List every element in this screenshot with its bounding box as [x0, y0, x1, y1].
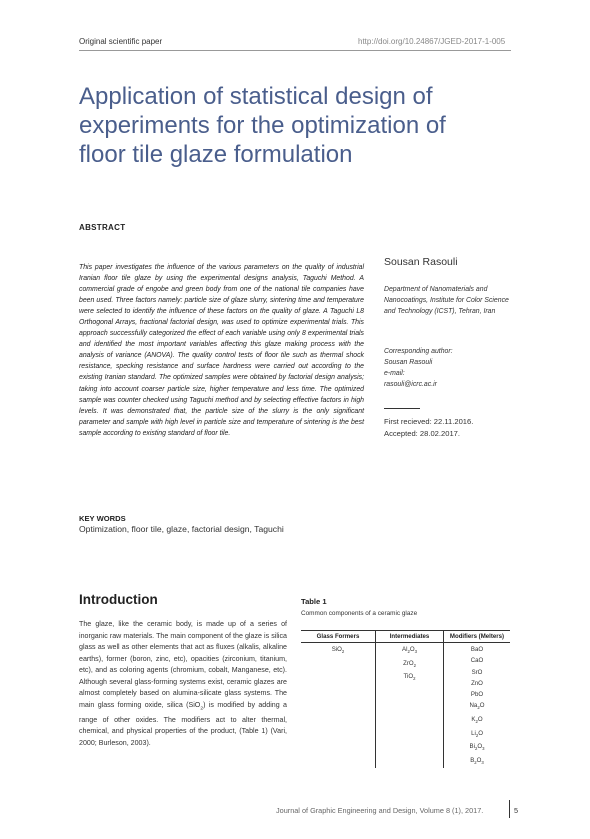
abstract-text: This paper investigates the influence of the various parameters on the quality of industrial Iranian floor tile glaze by using the experimental designs analysis, Taguchi Method. A commercial grade of engobe and green body from one of the national tile companies have been used. Three factors namely: particle size of glaze slurry, sintering time and temperature were selected to identify the influence of these factors on the quality of glaze. A Taguchi L8 Orthogonal Arrays, fractional factorial design, was used to optimize experimental trials. This approach successfully categorized the effect of each variable using only 8 experimental trials and identified the most important variables affecting this glaze making process with the analysis of variance (ANOVA). The quality control tests of floor tile such as thermal shock resistance, specking resistance and surface hardness were carried out according to the existing Iranian standard. The optimized samples were obtained by factorial design analysis; taking into account coarser particle size, higher temperature and less time. The optimized sample was counter checked using Taguchi method and by selecting effective factors in high levels. It was demonstrated that, the particle size of the slurry is the only significant parameter and sample with high level in particle size and temperature of sintering is the best sample according to existing standard of floor tile.: [79, 264, 364, 437]
table-header: Intermediates: [376, 631, 444, 643]
formula-entry: $B_2O_3$: [470, 756, 484, 765]
formula-entry: CaO: [470, 657, 484, 665]
formula-entry: $Bi_2O_3$: [469, 743, 485, 752]
paper-title: Application of statistical design of experiments for the optimization of floor tile glaze formulation: [79, 83, 446, 168]
doi-link[interactable]: http://doi.org/10.24867/JGED-2017-1-005: [358, 37, 506, 46]
received-date: First recieved: 22.11.2016.: [384, 417, 474, 426]
table-label: Table 1: [301, 597, 327, 606]
formula-entry: $Al_2O_3$: [402, 646, 417, 655]
glass-formers-cell: [301, 643, 376, 769]
formula-entry: PbO: [470, 691, 484, 699]
formula-entry: BaO: [470, 646, 484, 653]
formula-entry: $K_2O$: [471, 716, 483, 725]
intermediates-cell: [376, 643, 444, 769]
page-number: 5: [514, 806, 519, 815]
author-affiliation: Department of Nanomaterials and Nanocoatings, Institute for Color Science and Technology (ICST), Tehran, Iran: [384, 286, 509, 315]
formula-entry: SiO$_2$: [331, 646, 345, 655]
modifiers-cell: [444, 643, 511, 769]
dates-block: [384, 416, 473, 440]
abstract-heading: ABSTRACT: [79, 223, 126, 232]
formula-entry: $Li_2O$: [471, 729, 483, 738]
accepted-date: Accepted: 28.02.2017.: [384, 429, 460, 438]
introduction-text: The glaze, like the ceramic body, is made up of a series of inorganic raw materials. The main component of the glaze is silica glass as well as other elements that act as fluxes (alkalis, alkaline earths), former (boron, zinc, etc), opacities (zirconium, titanium, etc), and as coloring agents (chromium, cobalt, Manganese, etc). Although several glass-forming systems exist, ceramic glazes are almost completely based on alumina-silicate glass systems. The main glass forming oxide, silica (SiO$_2$) is modified by adding a range of other oxides. The modifiers act to alter thermal, chemical, and physical properties of the product, (Table 1) (Vari, 2000; Burleson, 2003).: [79, 620, 287, 747]
keywords-heading: KEY WORDS: [79, 514, 126, 523]
table-header: Glass Formers: [301, 631, 376, 643]
components-table: [301, 630, 510, 768]
formula-entry: ZrO$_2$: [403, 659, 416, 668]
email-address[interactable]: rasouli@icrc.ac.ir: [384, 381, 437, 388]
table-caption: Common components of a ceramic glaze: [301, 610, 418, 617]
formula-entry: $Na_2O$: [469, 702, 485, 711]
formula-entry: SrO: [471, 668, 483, 676]
author-name: Sousan Rasouli: [384, 256, 458, 268]
sidebar-divider: [384, 408, 420, 409]
table-header: Modifiers (Melters): [444, 631, 511, 643]
corresponding-name: Sousan Rasouli: [384, 359, 433, 366]
article-category: Original scientific paper: [79, 37, 163, 46]
formula-entry: TiO$_2$: [403, 673, 416, 682]
footer-divider: [509, 800, 510, 818]
journal-footer: Journal of Graphic Engineering and Design, Volume 8 (1), 2017.: [276, 806, 484, 815]
corresponding-label: Corresponding author:: [384, 348, 453, 355]
header-divider: [79, 50, 511, 51]
keywords-text: Optimization, floor tile, glaze, factorial design, Taguchi: [79, 524, 284, 534]
introduction-heading: Introduction: [79, 592, 158, 607]
email-label: e-mail:: [384, 370, 405, 377]
corresponding-author-block: [384, 346, 514, 390]
formula-entry: ZnO: [471, 679, 483, 687]
